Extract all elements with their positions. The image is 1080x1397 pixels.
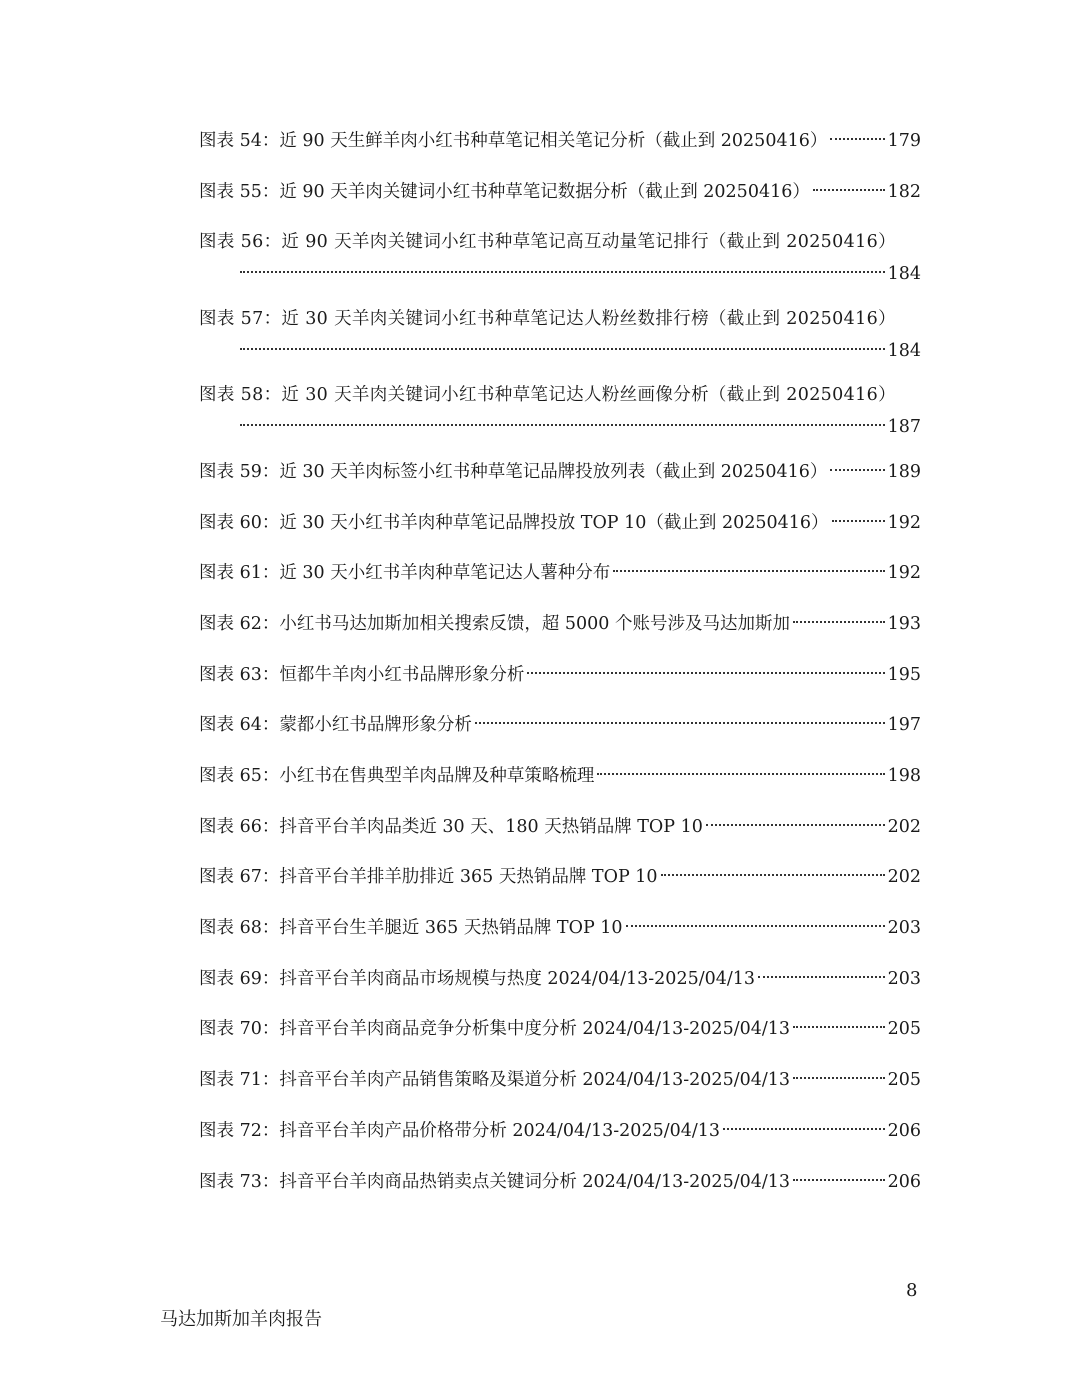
toc-entry[interactable]: [199, 964, 921, 994]
dot-leader: [240, 424, 885, 426]
toc-entry-label: 图表 62：小红书马达加斯加相关搜索反馈，超 5000 个账号涉及马达加斯加: [199, 613, 790, 634]
dot-leader: [793, 1179, 885, 1181]
toc-entry-label: 图表 65：小红书在售典型羊肉品牌及种草策略梳理: [199, 766, 595, 786]
dot-leader: [793, 1077, 885, 1079]
toc-entry-page: 197: [887, 715, 921, 736]
toc-entry-page: 206: [887, 1120, 921, 1141]
toc-entry-page: 206: [887, 1171, 921, 1192]
toc-entry[interactable]: [199, 761, 921, 791]
toc-entry-page: 203: [887, 968, 921, 989]
toc-entry[interactable]: [199, 1014, 921, 1044]
toc-entry-page: 192: [887, 563, 921, 584]
table-of-figures: [199, 126, 921, 1217]
toc-entry-page: 179: [887, 131, 921, 151]
toc-entry-label: 图表 66：抖音平台羊肉品类近 30 天、180 天热销品牌 TOP 10: [199, 816, 703, 837]
toc-entry-label: 图表 67：抖音平台羊排羊肋排近 365 天热销品牌 TOP 10: [199, 867, 658, 888]
toc-entry-page: 202: [887, 867, 921, 888]
dot-leader: [475, 722, 885, 724]
toc-entry-label: 图表 73：抖音平台羊肉商品热销卖点关键词分析 2024/04/13-2025/04/13: [199, 1171, 791, 1192]
toc-entry-page: 192: [887, 512, 921, 533]
toc-entry-page: 193: [887, 613, 921, 634]
dot-leader: [832, 520, 885, 522]
toc-entry-label: 图表 61：近 30 天小红书羊肉种草笔记达人薯种分布: [199, 563, 611, 584]
dot-leader: [597, 773, 884, 775]
dot-leader: [613, 570, 884, 572]
toc-entry[interactable]: [199, 1167, 921, 1197]
dot-leader: [723, 1128, 885, 1130]
dot-leader: [830, 469, 884, 471]
toc-entry-label: 图表 54：近 90 天生鲜羊肉小红书种草笔记相关笔记分析（截止到 20250416）: [199, 131, 828, 151]
toc-entry[interactable]: [199, 380, 921, 444]
toc-entry-page: 184: [887, 340, 921, 361]
toc-entry-page: 203: [887, 918, 921, 939]
toc-entry-label: 图表 60：近 30 天小红书羊肉种草笔记品牌投放 TOP 10（截止到 20250416）: [199, 512, 829, 533]
toc-entry-page: 189: [887, 461, 921, 482]
toc-entry-label: 图表 64：蒙都小红书品牌形象分析: [199, 715, 472, 736]
dot-leader: [793, 1026, 885, 1028]
toc-entry-page: 198: [887, 766, 921, 786]
toc-entry-label: 图表 63：恒都牛羊肉小红书品牌形象分析: [199, 664, 525, 685]
page-number: 8: [906, 1280, 918, 1301]
toc-entry-page: 184: [887, 264, 921, 285]
toc-entry-label: 图表 56：近 90 天羊肉关键词小红书种草笔记高互动量笔记排行（截止到 20250416）: [199, 232, 896, 253]
dot-leader: [626, 925, 885, 927]
dot-leader: [706, 824, 885, 826]
toc-entry[interactable]: [199, 177, 921, 207]
dot-leader: [758, 976, 885, 978]
toc-entry-label: 图表 72：抖音平台羊肉产品价格带分析 2024/04/13-2025/04/13: [199, 1120, 721, 1141]
toc-entry[interactable]: [199, 1065, 921, 1095]
toc-entry[interactable]: [199, 227, 921, 291]
dot-leader: [830, 138, 884, 140]
dot-leader: [240, 271, 885, 273]
toc-entry-page: 205: [887, 1019, 921, 1040]
toc-entry-page: 195: [887, 664, 921, 685]
toc-entry[interactable]: [199, 660, 921, 690]
toc-entry[interactable]: [199, 812, 921, 842]
dot-leader: [527, 672, 884, 674]
toc-entry-label: 图表 71：抖音平台羊肉产品销售策略及渠道分析 2024/04/13-2025/04/13: [199, 1070, 791, 1091]
toc-entry[interactable]: [199, 862, 921, 892]
toc-entry-page: 202: [887, 816, 921, 837]
dot-leader: [793, 621, 885, 623]
dot-leader: [813, 189, 885, 191]
toc-entry-label: 图表 69：抖音平台羊肉商品市场规模与热度 2024/04/13-2025/04/13: [199, 968, 756, 989]
toc-entry-label: 图表 59：近 30 天羊肉标签小红书种草笔记品牌投放列表（截止到 20250416）: [199, 461, 828, 482]
toc-entry[interactable]: [199, 508, 921, 538]
toc-entry-page: 182: [887, 181, 921, 202]
toc-entry-label: 图表 70：抖音平台羊肉商品竞争分析集中度分析 2024/04/13-2025/04/13: [199, 1019, 791, 1040]
dot-leader: [661, 874, 885, 876]
toc-entry-label: 图表 55：近 90 天羊肉关键词小红书种草笔记数据分析（截止到 20250416）: [199, 181, 810, 202]
toc-entry-page: 187: [887, 417, 921, 438]
toc-entry[interactable]: [199, 457, 921, 487]
toc-entry-page: 205: [887, 1070, 921, 1091]
toc-entry[interactable]: [199, 609, 921, 639]
toc-entry[interactable]: [199, 558, 921, 588]
toc-entry-label: 图表 58：近 30 天羊肉关键词小红书种草笔记达人粉丝画像分析（截止到 20250416）: [199, 385, 896, 406]
toc-entry[interactable]: [199, 304, 921, 368]
toc-entry-label: 图表 68：抖音平台生羊腿近 365 天热销品牌 TOP 10: [199, 918, 623, 939]
toc-entry[interactable]: [199, 126, 921, 156]
toc-entry[interactable]: [199, 913, 921, 943]
toc-entry[interactable]: [199, 1116, 921, 1146]
dot-leader: [240, 348, 885, 350]
toc-entry[interactable]: [199, 710, 921, 740]
report-title: 马达加斯加羊肉报告: [160, 1309, 322, 1330]
toc-entry-label: 图表 57：近 30 天羊肉关键词小红书种草笔记达人粉丝数排行榜（截止到 20250416）: [199, 308, 896, 329]
